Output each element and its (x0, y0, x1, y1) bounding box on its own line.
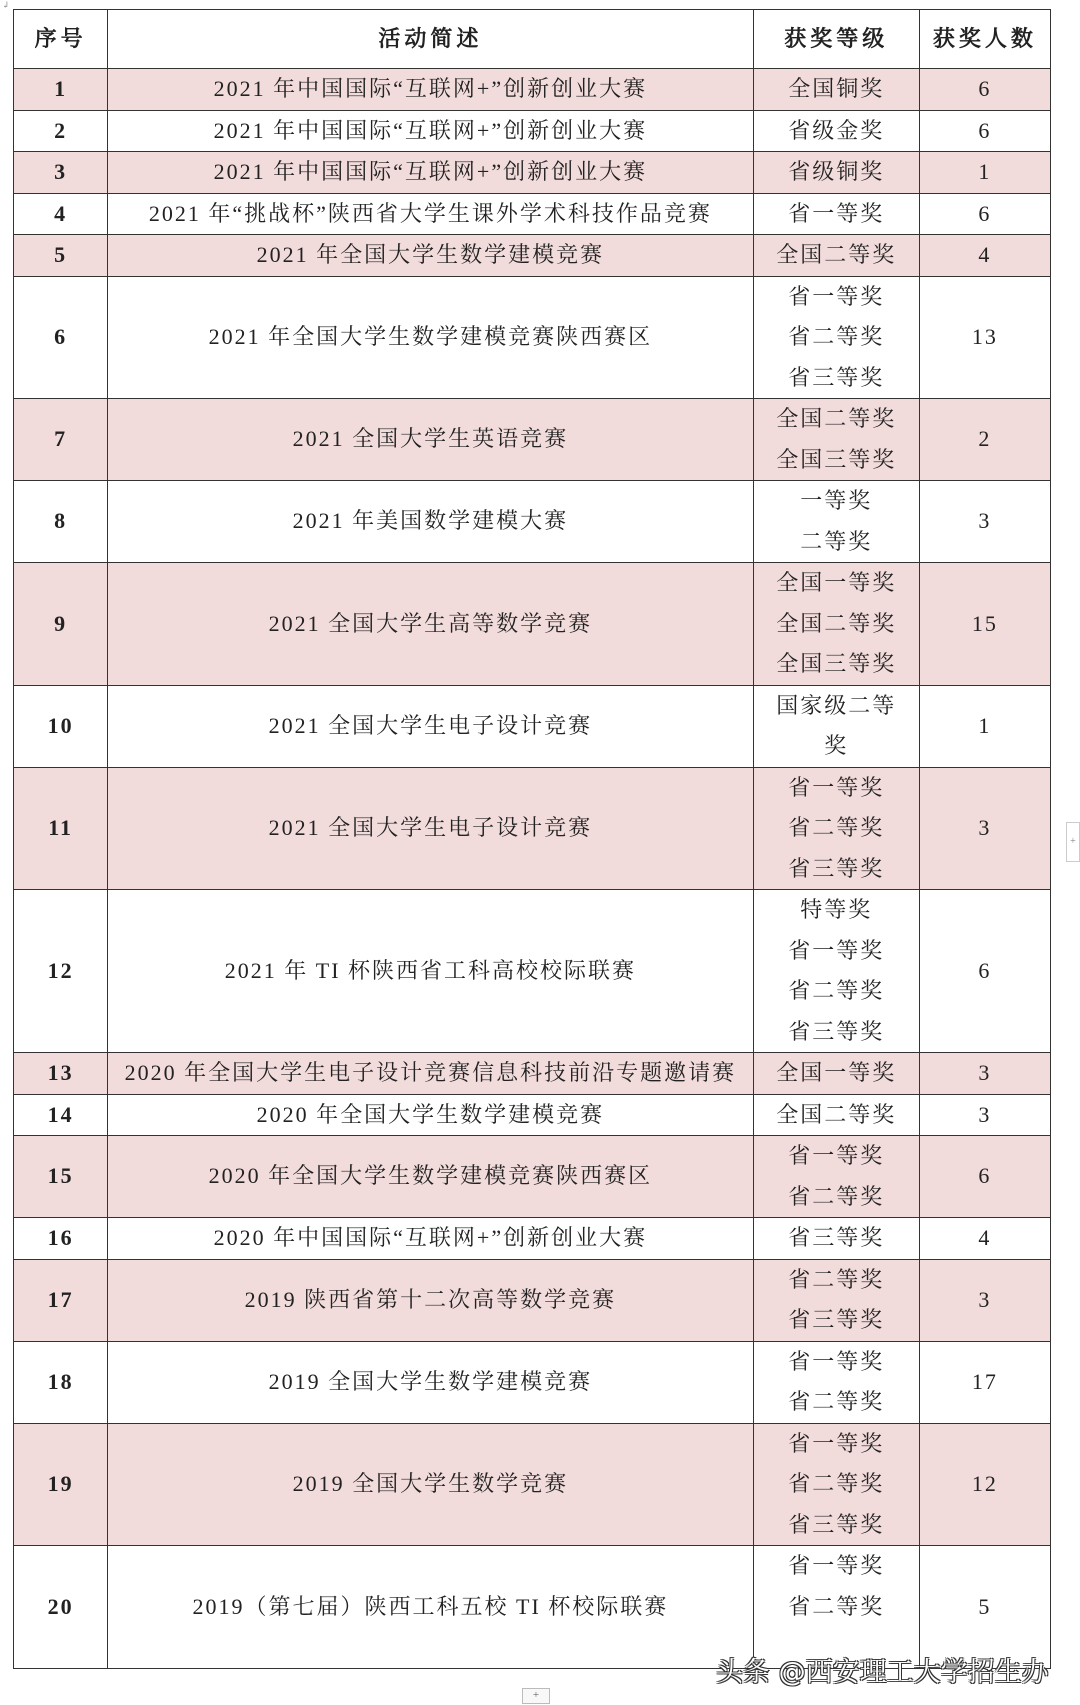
description-text: 2019（第七届）陕西工科五校 TI 杯校际联赛 (192, 1593, 669, 1619)
award-level-item: 省三等奖 (788, 1307, 885, 1332)
row-description (108, 1546, 753, 1669)
description-text: 2019 陕西省第十二次高等数学竞赛 (244, 1286, 617, 1312)
row-number: 18 (14, 1341, 108, 1423)
row-award-level (753, 276, 919, 399)
award-level-item: 省一等奖 (788, 1553, 885, 1578)
award-level-item: 全国二等奖 (776, 1101, 897, 1127)
row-count: 2 (919, 399, 1050, 481)
row-description (108, 110, 753, 152)
row-number: 13 (14, 1053, 108, 1095)
table-row (14, 235, 1051, 277)
award-level-item: 省一等奖 (788, 937, 885, 963)
award-level-item: 全国一等奖 (776, 570, 897, 595)
row-award-level (753, 69, 919, 111)
award-level-item: 省一等奖 (788, 1143, 885, 1168)
award-level-item: 全国二等奖 (776, 610, 897, 636)
award-level-item: 省级铜奖 (788, 159, 885, 184)
row-description (108, 481, 753, 563)
row-award-level (753, 110, 919, 152)
table-row (14, 1423, 1051, 1546)
table-row (14, 110, 1051, 152)
row-number: 15 (14, 1136, 108, 1218)
row-count: 3 (919, 481, 1050, 563)
table-row (14, 767, 1051, 890)
row-description (108, 1094, 753, 1136)
row-description (108, 399, 753, 481)
side-resize-handle[interactable]: + (1066, 822, 1080, 862)
table-row (14, 69, 1051, 111)
row-number: 10 (14, 685, 108, 767)
table-row (14, 1094, 1051, 1136)
row-count: 1 (919, 685, 1050, 767)
row-description (108, 235, 753, 277)
row-description (108, 1423, 753, 1546)
row-count: 6 (919, 1136, 1050, 1218)
row-number: 7 (14, 399, 108, 481)
table-row (14, 1259, 1051, 1341)
row-count: 6 (919, 193, 1050, 235)
table-row (14, 1218, 1051, 1260)
award-level-item: 省二等奖 (788, 815, 885, 840)
header-no: 序号 (14, 10, 108, 69)
award-level-item: 省一等奖 (788, 200, 885, 226)
row-award-level (753, 235, 919, 277)
row-number: 8 (14, 481, 108, 563)
row-number: 17 (14, 1259, 108, 1341)
row-description (108, 1341, 753, 1423)
row-description (108, 563, 753, 686)
row-count: 4 (919, 1218, 1050, 1260)
awards-table (13, 9, 1051, 1669)
row-description (108, 193, 753, 235)
row-number: 4 (14, 193, 108, 235)
row-description (108, 276, 753, 399)
award-level-item: 省二等奖 (788, 1389, 885, 1414)
row-description (108, 767, 753, 890)
award-level-item: 特等奖 (800, 897, 873, 922)
row-count: 1 (919, 152, 1050, 194)
award-level-item: 省二等奖 (788, 324, 885, 349)
row-number: 9 (14, 563, 108, 686)
table-row (14, 276, 1051, 399)
row-award-level (753, 1136, 919, 1218)
header-count: 获奖人数 (919, 10, 1050, 69)
description-text: 2020 年全国大学生数学建模竞赛陕西赛区 (208, 1163, 653, 1189)
row-count: 3 (919, 1053, 1050, 1095)
row-description (108, 152, 753, 194)
award-level-item: 省三等奖 (788, 1225, 885, 1250)
table-row (14, 685, 1051, 767)
row-award-level (753, 767, 919, 890)
row-award-level (753, 1341, 919, 1423)
table-header-row (14, 10, 1051, 69)
row-number: 16 (14, 1218, 108, 1260)
award-level-item: 省三等奖 (788, 1018, 885, 1044)
table-row (14, 152, 1051, 194)
description-text: 2020 年中国国际“互联网+”创新创业大赛 (213, 1225, 648, 1250)
award-level-item: 省三等奖 (788, 1511, 885, 1537)
description-text: 2021 全国大学生高等数学竞赛 (268, 610, 593, 636)
row-number: 1 (14, 69, 108, 111)
award-level-item: 全国一等奖 (776, 1060, 897, 1085)
row-award-level (753, 399, 919, 481)
table-row (14, 1341, 1051, 1423)
table-anchor-icon[interactable]: ↲ (2, 0, 10, 10)
award-level-item: 省二等奖 (788, 1266, 885, 1292)
description-text: 2020 年全国大学生数学建模竞赛 (256, 1101, 605, 1127)
description-text: 2021 全国大学生英语竞赛 (292, 426, 569, 452)
header-description: 活动简述 (108, 10, 753, 69)
award-level-item: 全国二等奖 (776, 242, 897, 267)
description-text: 2021 年全国大学生数学建模竞赛 (256, 242, 605, 267)
row-count: 13 (919, 276, 1050, 399)
description-text: 2019 全国大学生数学竞赛 (292, 1471, 569, 1496)
row-count: 3 (919, 767, 1050, 890)
row-award-level (753, 1423, 919, 1546)
row-number: 20 (14, 1546, 108, 1669)
row-award-level (753, 563, 919, 686)
award-level-item: 省二等奖 (788, 1471, 885, 1496)
row-award-level (753, 481, 919, 563)
award-level-item: 全国三等奖 (776, 446, 897, 472)
row-award-level (753, 1218, 919, 1260)
award-level-item: 二等奖 (800, 528, 873, 554)
description-text: 2021 年“挑战杯”陕西省大学生课外学术科技作品竞赛 (148, 200, 712, 226)
row-description (108, 685, 753, 767)
row-description (108, 1053, 753, 1095)
table-row (14, 481, 1051, 563)
row-award-level (753, 152, 919, 194)
table-row (14, 1053, 1051, 1095)
row-count: 15 (919, 563, 1050, 686)
row-award-level (753, 1053, 919, 1095)
description-text: 2021 全国大学生电子设计竞赛 (268, 712, 593, 738)
row-number: 14 (14, 1094, 108, 1136)
row-award-level (753, 193, 919, 235)
description-text: 2021 年中国国际“互联网+”创新创业大赛 (213, 159, 648, 184)
award-level-item: 省级金奖 (788, 117, 885, 143)
row-count: 6 (919, 110, 1050, 152)
row-number: 12 (14, 890, 108, 1053)
row-count: 3 (919, 1259, 1050, 1341)
award-level-item: 省三等奖 (788, 364, 885, 390)
row-description (108, 1259, 753, 1341)
description-text: 2021 年美国数学建模大赛 (292, 508, 569, 534)
row-count: 12 (919, 1423, 1050, 1546)
row-count: 6 (919, 890, 1050, 1053)
table-row (14, 563, 1051, 686)
award-level-item: 省一等奖 (788, 1348, 885, 1374)
row-award-level (753, 685, 919, 767)
row-number: 11 (14, 767, 108, 890)
row-number: 3 (14, 152, 108, 194)
award-level-item: 奖 (824, 733, 849, 758)
description-text: 2021 年全国大学生数学建模竞赛陕西赛区 (208, 324, 653, 349)
description-text: 2021 年中国国际“互联网+”创新创业大赛 (213, 76, 648, 101)
award-level-item: 省二等奖 (788, 978, 885, 1003)
award-level-item: 国家级二等 (776, 692, 897, 718)
row-number: 5 (14, 235, 108, 277)
table-row (14, 890, 1051, 1053)
row-number: 6 (14, 276, 108, 399)
award-level-item: 全国二等奖 (776, 406, 897, 431)
header-award-level: 获奖等级 (753, 10, 919, 69)
description-text: 2019 全国大学生数学建模竞赛 (268, 1368, 593, 1394)
watermark: 头条 @西安理工大学招生办 (716, 1657, 1049, 1688)
add-row-button[interactable]: + (522, 1688, 550, 1704)
row-number: 19 (14, 1423, 108, 1546)
award-level-item: 省三等奖 (788, 855, 885, 881)
award-level-item: 全国三等奖 (776, 651, 897, 676)
award-level-item: 全国铜奖 (788, 76, 885, 101)
row-count: 4 (919, 235, 1050, 277)
row-award-level (753, 890, 919, 1053)
description-text: 2021 全国大学生电子设计竞赛 (268, 815, 593, 840)
row-award-level (753, 1259, 919, 1341)
row-count: 17 (919, 1341, 1050, 1423)
description-text: 2021 年 TI 杯陕西省工科高校校际联赛 (224, 957, 637, 983)
award-level-item: 省一等奖 (788, 1430, 885, 1456)
award-level-item: 省二等奖 (788, 1183, 885, 1209)
row-count: 6 (919, 69, 1050, 111)
row-description (108, 1218, 753, 1260)
award-level-item: 一等奖 (800, 488, 873, 513)
description-text: 2020 年全国大学生电子设计竞赛信息科技前沿专题邀请赛 (124, 1060, 737, 1085)
award-level-item: 省一等奖 (788, 283, 885, 309)
row-award-level (753, 1094, 919, 1136)
table-row (14, 399, 1051, 481)
table-row (14, 1136, 1051, 1218)
row-description (108, 69, 753, 111)
row-number: 2 (14, 110, 108, 152)
award-level-item: 省二等奖 (788, 1593, 885, 1619)
row-count: 5 (919, 1546, 1050, 1669)
description-text: 2021 年中国国际“互联网+”创新创业大赛 (213, 117, 648, 143)
row-description (108, 1136, 753, 1218)
award-level-item: 省一等奖 (788, 774, 885, 800)
row-description (108, 890, 753, 1053)
table-row (14, 193, 1051, 235)
row-count: 3 (919, 1094, 1050, 1136)
